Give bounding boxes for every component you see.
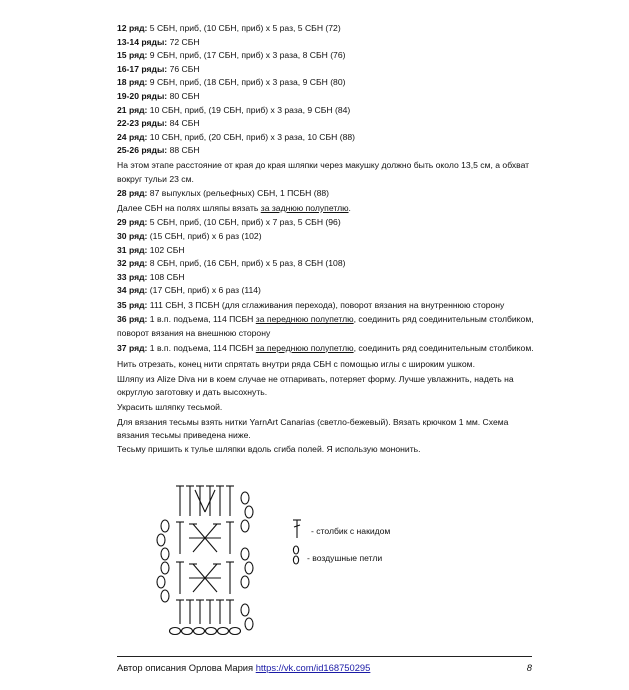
legend-chain-label: - воздушные петли xyxy=(307,553,383,563)
chain-loops-bottom xyxy=(170,628,241,635)
author-link[interactable]: https://vk.com/id168750295 xyxy=(255,662,371,673)
chain-legend-icon xyxy=(291,544,301,566)
pattern-row: 13-14 ряды: 72 СБН xyxy=(117,36,200,47)
dc-symbol-group xyxy=(176,486,234,516)
row-35: 35 ряд: 111 СБН, 3 ПСБН (для сглаживания перехода), поворот вязания на внутреннюю сторону xyxy=(117,299,505,310)
pattern-row: 16-17 ряды: 76 СБН xyxy=(117,63,200,74)
pattern-row: 33 ряд: 108 СБН xyxy=(117,271,185,282)
dc-symbol-group-bottom xyxy=(176,600,234,624)
pattern-row: 32 ряд: 8 СБН, приб, (16 СБН, приб) x 5 раз, 8 СБН (108) xyxy=(117,258,346,269)
dc-legend-icon xyxy=(291,518,303,540)
pattern-row: 31 ряд: 102 СБН xyxy=(117,244,185,255)
pattern-row: 22-23 ряды: 84 СБН xyxy=(117,118,200,129)
pattern-row: 15 ряд: 9 СБН, приб, (17 СБН, приб) x 3 раза, 8 СБН (76) xyxy=(117,50,346,61)
chain-loops-left xyxy=(157,520,169,602)
note-distance: На этом этапе расстояние от края до края шляпки через макушку должно быть около 13,5 см, а обхват вокруг тульи 23 см. xyxy=(117,159,530,184)
pattern-row: 25-26 ряды: 88 СБН xyxy=(117,145,200,156)
footer xyxy=(117,662,532,673)
pattern-row: 21 ряд: 10 СБН, приб, (19 СБН, приб) x 3 раза, 9 СБН (84) xyxy=(117,104,351,115)
crossed-dc-1 xyxy=(176,522,234,554)
pattern-row: 12 ряд: 5 СБН, приб, (10 СБН, приб) x 5 раз, 5 СБН (72) xyxy=(117,23,341,33)
pattern-row: 18 ряд: 9 СБН, приб, (18 СБН, приб) x 3 раза, 9 СБН (80) xyxy=(117,77,346,88)
pattern-row: 24 ряд: 10 СБН, приб, (20 СБН, приб) x 3 раза, 10 СБН (88) xyxy=(117,131,356,142)
pattern-row: 34 ряд: (17 СБН, приб) x 6 раз (114) xyxy=(117,285,261,296)
paragraph: Украсить шляпку тесьмой. xyxy=(117,402,223,413)
paragraph: Нить отрезать, конец нити спрятать внутри ряда СБН с помощью иглы с широким ушком. xyxy=(117,359,475,370)
author-credit: Автор описания Орлова Мария xyxy=(117,662,256,673)
legend-dc-label: - столбик с накидом xyxy=(311,526,391,536)
brim-note: Далее СБН на полях шляпы вязать за заднюю полупетлю. xyxy=(117,202,351,213)
crossed-dc-2 xyxy=(176,562,234,594)
pattern-row: 29 ряд: 5 СБН, приб, (10 СБН, приб) x 7 раз, 5 СБН (96) xyxy=(117,217,341,228)
pattern-text xyxy=(117,22,537,456)
footer-divider xyxy=(117,656,532,657)
paragraph: Для вязания тесьмы взять нитки YarnArt Canarias (светло-бежевый). Вязать крючком 1 мм. Схема вязания тесьмы приведена ниже. xyxy=(117,416,509,441)
row-37: 37 ряд: 1 в.п. подъема, 114 ПСБН за переднюю полупетлю, соединить ряд соединительным столбиком. xyxy=(117,342,534,353)
page-number: 8 xyxy=(526,662,532,673)
pattern-row: 19-20 ряды: 80 СБН xyxy=(117,90,200,101)
tape-diagram xyxy=(153,478,263,638)
row-28: 28 ряд: 87 выпуклых (рельефных) СБН, 1 ПСБН (88) xyxy=(117,188,330,199)
pattern-row: 30 ряд: (15 СБН, приб) x 6 раз (102) xyxy=(117,230,262,241)
chain-loops-right xyxy=(241,492,253,630)
paragraph: Шляпу из Alize Diva ни в коем случае не отпаривать, потеряет форму. Лучше увлажнить, надеть на округлую заготовку и дать высохнуть. xyxy=(117,373,514,398)
paragraph: Тесьму пришить к тулье шляпки вдоль сгиба полей. Я использую мононить. xyxy=(117,443,421,454)
row-36: 36 ряд: 1 в.п. подъема, 114 ПСБН за переднюю полупетлю, соединить ряд соединительным столбиком, поворот вязания на внешнюю сторону xyxy=(117,314,534,339)
